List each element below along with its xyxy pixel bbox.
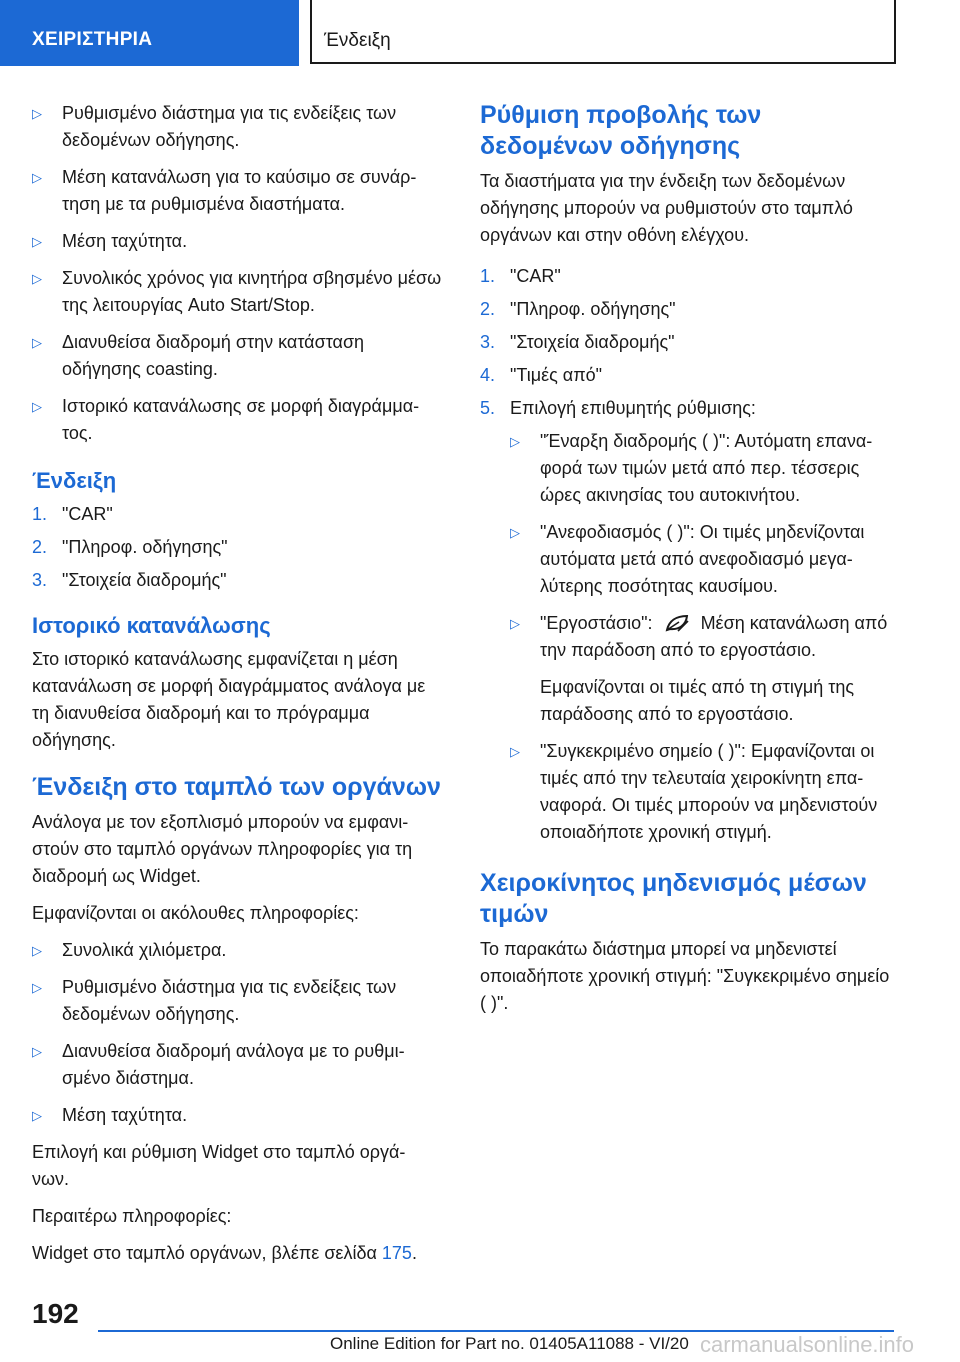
widget-reference-text: Widget στο ταμπλό οργάνων, βλέπε σελίδα	[32, 1243, 377, 1263]
reset-paragraph: Το παρακάτω διάστημα μπορεί να μηδενιστεί οποιαδήποτε χρονική στιγμή: "Συγκεκριμένο σημείο ( )".	[480, 939, 890, 1013]
cluster-bullet-list	[32, 937, 442, 1129]
triangle-right-icon: ▷	[32, 1108, 42, 1123]
list-item	[32, 329, 442, 383]
step-item	[480, 329, 900, 356]
list-item	[32, 164, 442, 218]
step-item	[32, 501, 442, 528]
list-item-text: "Ανεφοδιασμός ( )": Οι τιμές μηδενίζονται αυτόματα μετά από ανεφοδιασμό μεγα-λύτερης ποσότητας καυσίμου.	[540, 522, 865, 596]
page-link-175[interactable]: 175	[381, 1243, 412, 1263]
triangle-right-icon: ▷	[510, 744, 520, 759]
list-item-text: Μέση κατανάλωση για το καύσιμο σε συνάρ-τηση με τα ρυθμισμένα διαστήματα.	[62, 167, 417, 214]
factory-extra: Εμφανίζονται οι τιμές από τη στιγμή της παράδοσης από το εργοστάσιο.	[540, 677, 855, 724]
list-item-text: Συνολικός χρόνος για κινητήρα σβησμένο μέσω της λειτουργίας Auto Start/Stop.	[62, 268, 442, 315]
triangle-right-icon: ▷	[32, 1044, 42, 1059]
step-item	[480, 263, 900, 290]
widget-reference	[32, 1240, 442, 1267]
option-factory	[510, 610, 900, 664]
list-item-text: Διανυθείσα διαδρομή ανάλογα με το ρυθμι-σμένο διάστημα.	[62, 1041, 405, 1088]
triangle-right-icon: ▷	[510, 616, 520, 631]
widget-reference-end: .	[411, 1243, 417, 1263]
step-text: "CAR"	[62, 504, 113, 524]
step-text: "Πληροφ. οδήγησης"	[62, 537, 228, 557]
cluster-heading: Ένδειξη στο ταμπλό των οργάνων	[32, 773, 441, 801]
list-item-text: "Έναρξη διαδρομής ( )": Αυτόματη επανα-φορά των τιμών μετά από περ. τέσσερις ώρες ακινησίας του αυτοκινήτου.	[540, 431, 873, 505]
chapter-title: Ένδειξη	[310, 0, 896, 64]
triangle-right-icon: ▷	[510, 525, 520, 540]
list-item	[510, 519, 900, 600]
list-item	[32, 1038, 442, 1092]
list-item-text: Μέση ταχύτητα.	[62, 231, 188, 251]
step-number: 1.	[480, 266, 496, 286]
step-item	[32, 534, 442, 561]
triangle-right-icon: ▷	[32, 335, 42, 350]
watermark-logo: carmanualsonline.info	[700, 1332, 915, 1357]
step-number: 3.	[480, 332, 496, 352]
triangle-right-icon: ▷	[32, 106, 42, 121]
list-item-text: Μέση ταχύτητα.	[62, 1105, 188, 1125]
list-item	[32, 100, 442, 154]
step-text: "Στοιχεία διαδρομής"	[510, 332, 675, 352]
list-item	[32, 265, 442, 319]
right-column	[480, 100, 900, 1027]
history-paragraph: Στο ιστορικό κατανάλωσης εμφανίζεται η μέση κατανάλωση σε μορφή διαγράμματος ανάλογα με τη διανυθείσα διαδρομή και το πρόγραμμα οδήγησης.	[32, 649, 426, 750]
triangle-right-icon: ▷	[510, 434, 520, 449]
list-item-text: Διανυθείσα διαδρομή στην κατάσταση οδήγησης coasting.	[62, 332, 365, 379]
page-number: 192	[32, 1298, 79, 1329]
section-title: ΧΕΙΡΙΣΤΗΡΙΑ	[0, 0, 299, 66]
history-heading: Ιστορικό κατανάλωσης	[32, 613, 271, 638]
list-item	[32, 974, 442, 1028]
list-item	[32, 228, 442, 255]
step-number: 3.	[32, 570, 48, 590]
step-number: 2.	[32, 537, 48, 557]
widget-select-paragraph: Επιλογή και ρύθμιση Widget στο ταμπλό οργά-νων.	[32, 1142, 406, 1189]
cluster-following: Εμφανίζονται οι ακόλουθες πληροφορίες:	[32, 903, 359, 923]
triangle-right-icon: ▷	[32, 943, 42, 958]
step-item	[480, 362, 900, 389]
option-specific-point	[510, 738, 900, 846]
triangle-right-icon: ▷	[32, 980, 42, 995]
step-number: 2.	[480, 299, 496, 319]
setting-steps-list	[480, 263, 900, 422]
step-text: Επιλογή επιθυμητής ρύθμισης:	[510, 398, 756, 418]
display-steps-list	[32, 501, 442, 594]
cluster-paragraph: Ανάλογα με τον εξοπλισμό μπορούν να εμφανι-στούν στο ταμπλό οργάνων πληροφορίες για τη διαδρομή ως Widget.	[32, 812, 413, 886]
setting-options-list	[480, 428, 900, 846]
list-item	[32, 937, 442, 964]
list-item	[510, 428, 900, 509]
step-number: 5.	[480, 398, 496, 418]
step-text: "Στοιχεία διαδρομής"	[62, 570, 227, 590]
list-item-text: Ιστορικό κατανάλωσης σε μορφή διαγράμμα-τος.	[62, 396, 420, 443]
step-item	[32, 567, 442, 594]
step-number: 4.	[480, 365, 496, 385]
step-text: "CAR"	[510, 266, 561, 286]
specific-point-text: "Συγκεκριμένο σημείο ( )": Εμφανίζονται οι τιμές από την τελευταία χειροκίνητη επα-ναφορά. Οι τιμές μπορούν να μηδενιστούν οποιαδήποτε χρονική στιγμή.	[540, 741, 878, 842]
list-item-text: Ρυθμισμένο διάστημα για τις ενδείξεις των δεδομένων οδήγησης.	[62, 103, 397, 150]
list-item	[32, 393, 442, 447]
triangle-right-icon: ▷	[32, 271, 42, 286]
step-text: "Πληροφ. οδήγησης"	[510, 299, 676, 319]
step-item	[480, 395, 900, 422]
setting-paragraph: Τα διαστήματα για την ένδειξη των δεδομένων οδήγησης μπορούν να ρυθμιστούν στο ταμπλό οργάνων και στην οθόνη ελέγχου.	[480, 171, 853, 245]
factory-label: "Εργοστάσιο":	[540, 613, 653, 633]
edition-text: Online Edition for Part no. 01405A11088 - VI/20	[330, 1334, 689, 1353]
triangle-right-icon: ▷	[32, 399, 42, 414]
triangle-right-icon: ▷	[32, 170, 42, 185]
trip-data-bullet-list	[32, 100, 442, 447]
setting-heading: Ρύθμιση προβολής των δεδομένων οδήγησης	[480, 101, 762, 160]
list-item-text: Συνολικά χιλιόμετρα.	[62, 940, 227, 960]
list-item	[32, 1102, 442, 1129]
display-heading: Ένδειξη	[32, 468, 117, 493]
step-item	[480, 296, 900, 323]
list-item-text: Ρυθμισμένο διάστημα για τις ενδείξεις των δεδομένων οδήγησης.	[62, 977, 397, 1024]
step-text: "Τιμές από"	[510, 365, 603, 385]
step-number: 1.	[32, 504, 48, 524]
page-header	[0, 0, 960, 66]
left-column	[32, 100, 442, 1277]
eco-leaf-icon	[664, 613, 690, 633]
more-info-label: Περαιτέρω πληροφορίες:	[32, 1206, 232, 1226]
reset-heading: Χειροκίνητος μηδενισμός μέσων τιμών	[480, 869, 867, 928]
triangle-right-icon: ▷	[32, 234, 42, 249]
factory-text: Μέση κατανάλωση από την παράδοση από το εργοστάσιο.	[540, 613, 888, 660]
